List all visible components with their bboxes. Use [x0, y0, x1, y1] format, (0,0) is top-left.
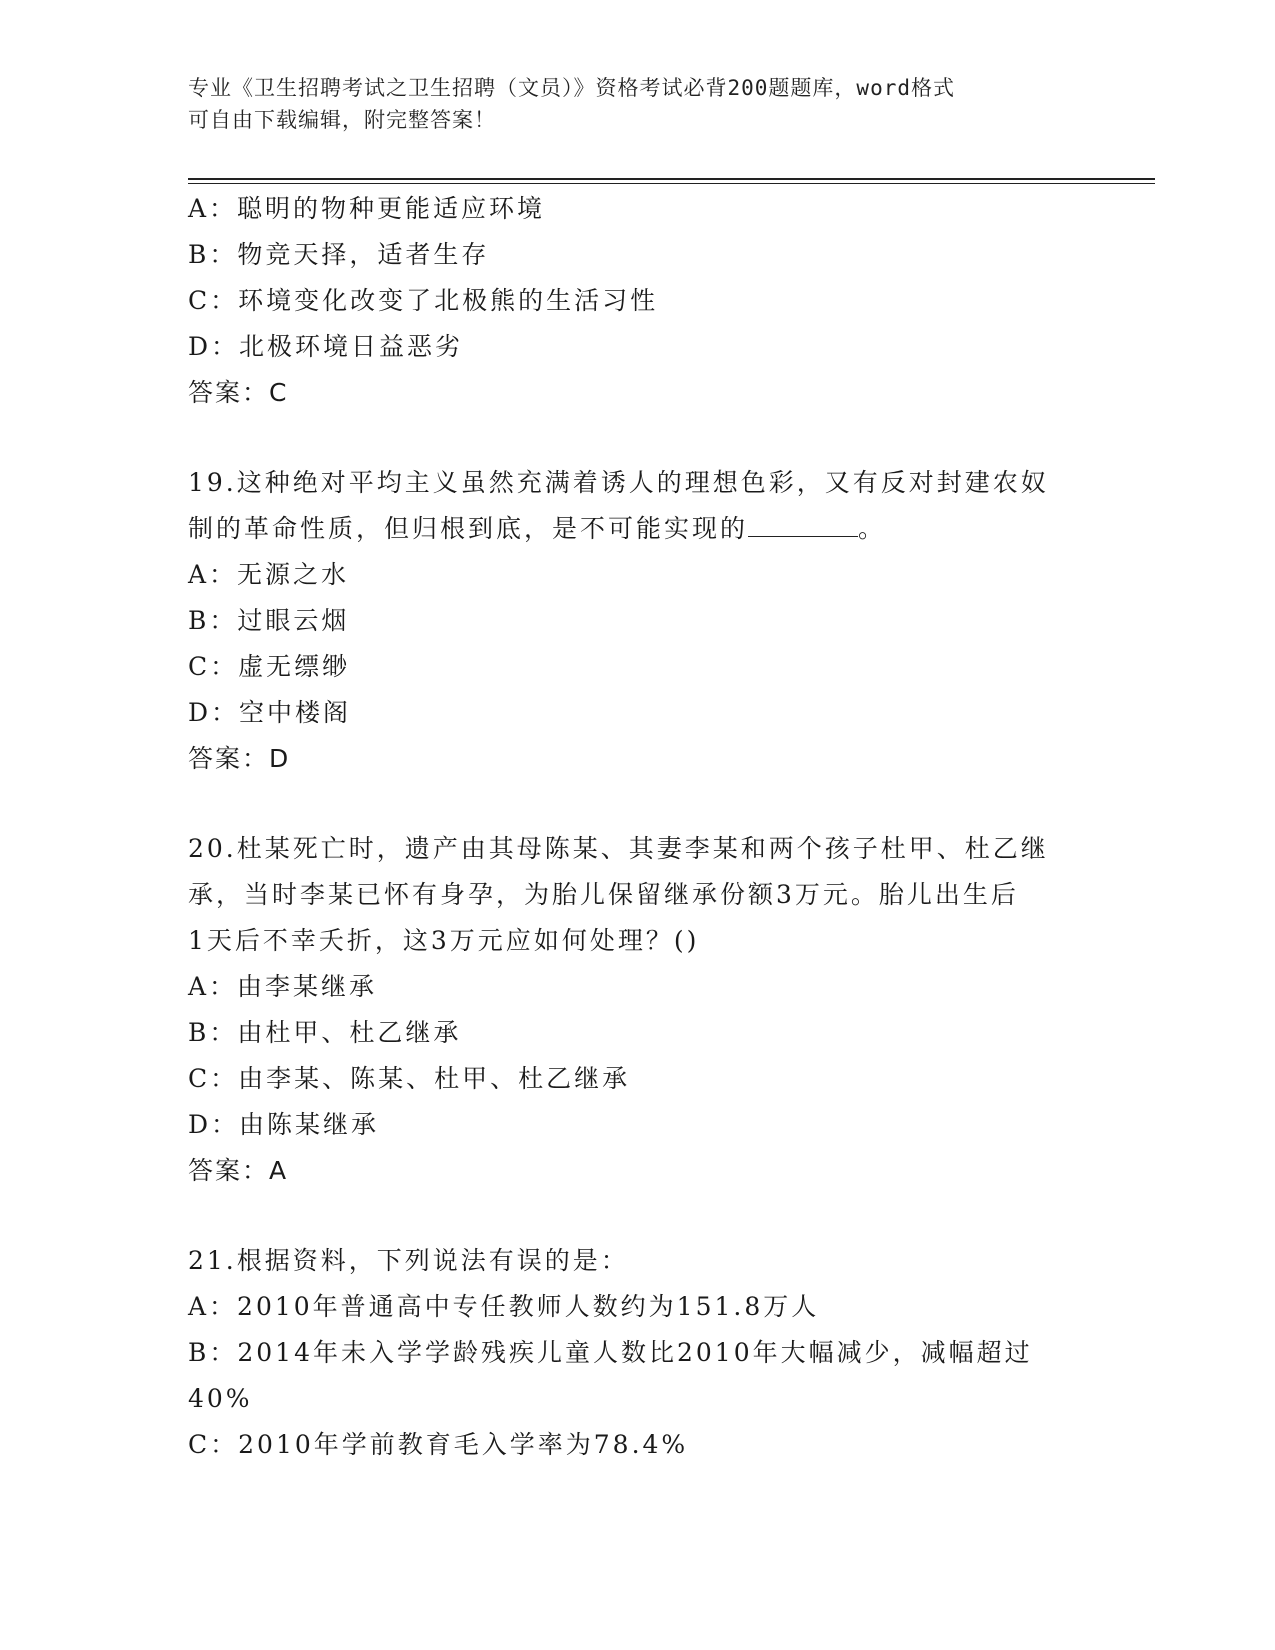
option-b: B：过眼云烟	[188, 606, 350, 635]
question-stem-line: 20.杜某死亡时，遗产由其母陈某、其妻李某和两个孩子杜甲、杜乙继	[188, 834, 1049, 863]
option-b: B：2014年未入学学龄残疾儿童人数比2010年大幅减少，减幅超过	[188, 1338, 1033, 1367]
header-divider-thin	[188, 183, 1155, 184]
option-b: B：物竞天择，适者生存	[188, 240, 490, 269]
answer-line: 答案：A	[188, 1156, 289, 1185]
question-21-block	[188, 1238, 1088, 1468]
question-19-block	[188, 460, 1088, 782]
answer-line: 答案：C	[188, 378, 289, 407]
option-d: D：北极环境日益恶劣	[188, 332, 464, 361]
header-line-2: 可自由下载编辑，附完整答案！	[188, 108, 496, 132]
answer-line: 答案：D	[188, 744, 291, 773]
spacer	[188, 1194, 1088, 1238]
option-d: D：空中楼阁	[188, 698, 352, 727]
question-stem-line	[188, 506, 1088, 552]
option-a: A：无源之水	[188, 560, 350, 589]
question-content	[188, 186, 1088, 1468]
spacer	[188, 782, 1088, 826]
fill-in-blank	[748, 506, 858, 537]
option-a: A：由李某继承	[188, 972, 378, 1001]
question-stem-line: 承，当时李某已怀有身孕，为胎儿保留继承份额3万元。胎儿出生后	[188, 880, 1019, 909]
question-stem-line: 21.根据资料，下列说法有误的是：	[188, 1246, 629, 1275]
header-line-1: 专业《卫生招聘考试之卫生招聘（文员）》资格考试必背200题题库，word格式	[188, 76, 955, 100]
option-a: A：聪明的物种更能适应环境	[188, 194, 546, 223]
question-20-block	[188, 826, 1088, 1194]
header-divider-thick	[188, 178, 1155, 180]
stem-text: 。	[858, 514, 887, 543]
question-stem-line: 1天后不幸夭折，这3万元应如何处理？()	[188, 926, 700, 955]
document-header	[188, 72, 1088, 136]
option-d: D：由陈某继承	[188, 1110, 380, 1139]
question-18-block	[188, 186, 1088, 416]
option-b: B：由杜甲、杜乙继承	[188, 1018, 462, 1047]
spacer	[188, 416, 1088, 460]
option-c: C：虚无缥缈	[188, 652, 351, 681]
option-b-continued: 40%	[188, 1384, 253, 1413]
option-c: C：由李某、陈某、杜甲、杜乙继承	[188, 1064, 631, 1093]
stem-text: 制的革命性质，但归根到底，是不可能实现的	[188, 514, 749, 543]
option-c: C：2010年学前教育毛入学率为78.4%	[188, 1430, 689, 1459]
option-a: A：2010年普通高中专任教师人数约为151.8万人	[188, 1292, 820, 1321]
option-c: C：环境变化改变了北极熊的生活习性	[188, 286, 659, 315]
question-stem-line: 19.这种绝对平均主义虽然充满着诱人的理想色彩，又有反对封建农奴	[188, 468, 1049, 497]
